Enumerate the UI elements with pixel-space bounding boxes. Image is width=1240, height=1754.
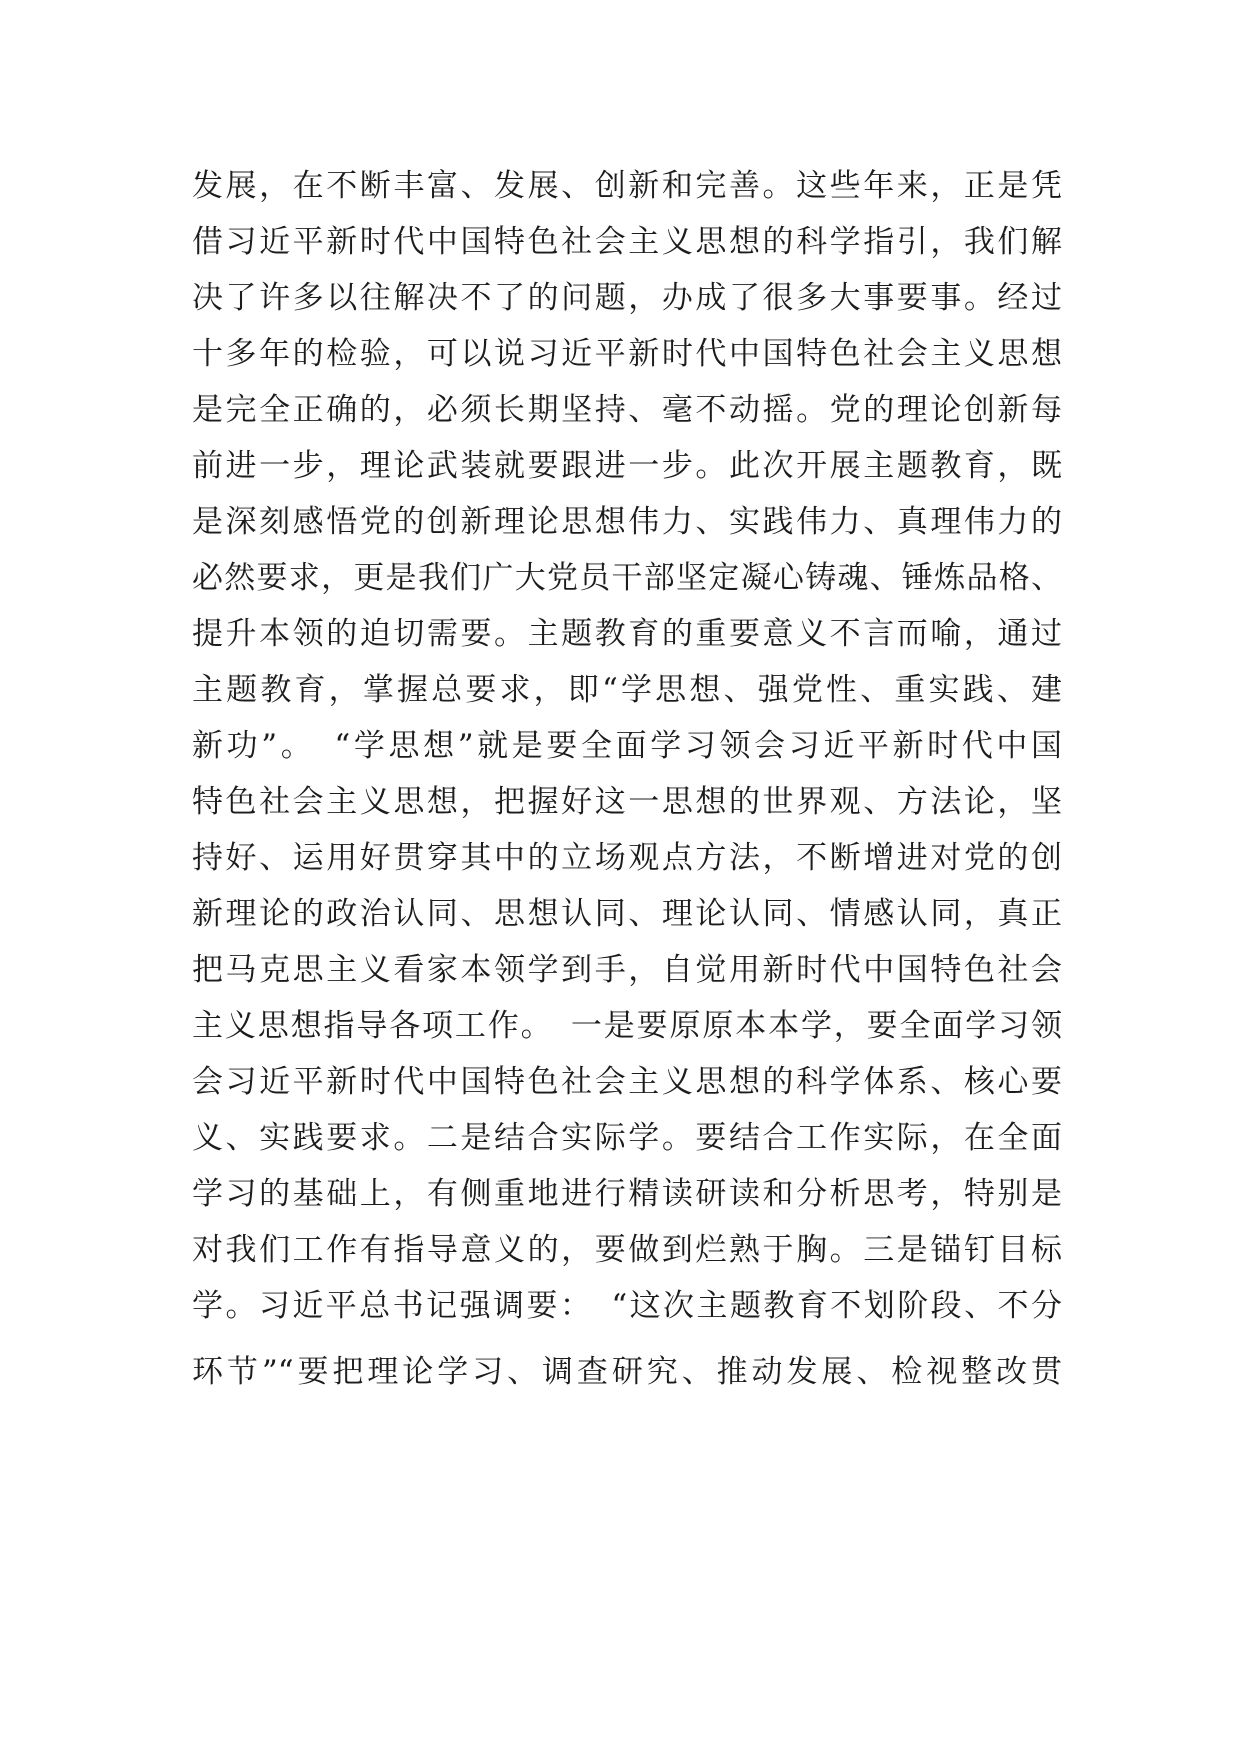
text-line: 主题教育，掌握总要求，即“学思想、强党性、重实践、建: [192, 672, 1062, 708]
text-line: 主义思想指导各项工作。 一是要原原本本学，要全面学习领: [192, 1008, 1062, 1044]
text-line: 特色社会主义思想，把握好这一思想的世界观、方法论，坚: [192, 784, 1062, 820]
text-line: 是深刻感悟党的创新理论思想伟力、实践伟力、真理伟力的: [192, 504, 1062, 540]
text-line: 持好、运用好贯穿其中的立场观点方法，不断增进对党的创: [192, 840, 1062, 876]
text-line: 借习近平新时代中国特色社会主义思想的科学指引，我们解: [192, 224, 1062, 260]
text-line: 新理论的政治认同、思想认同、理论认同、情感认同，真正: [192, 896, 1062, 932]
text-line: 前进一步，理论武装就要跟进一步。此次开展主题教育，既: [192, 448, 1062, 484]
text-line: 发展，在不断丰富、发展、创新和完善。这些年来，正是凭: [192, 168, 1062, 204]
text-line: 新功”。 “学思想”就是要全面学习领会习近平新时代中国: [192, 728, 1062, 764]
text-line: 义、实践要求。二是结合实际学。要结合工作实际，在全面: [192, 1120, 1062, 1156]
text-line: 十多年的检验，可以说习近平新时代中国特色社会主义思想: [192, 336, 1062, 372]
text-line: 会习近平新时代中国特色社会主义思想的科学体系、核心要: [192, 1064, 1062, 1100]
text-line: 提升本领的迫切需要。主题教育的重要意义不言而喻，通过: [192, 616, 1062, 652]
text-line: 把马克思主义看家本领学到手，自觉用新时代中国特色社会: [192, 952, 1062, 988]
text-line: 学。习近平总书记强调要： “这次主题教育不划阶段、不分: [192, 1288, 1062, 1324]
body-text: [192, 158, 1062, 1400]
text-line: 环节”“要把理论学习、调查研究、推动发展、检视整改贯: [192, 1354, 1062, 1390]
text-line: 学习的基础上，有侧重地进行精读研读和分析思考，特别是: [192, 1176, 1062, 1212]
text-line: 决了许多以往解决不了的问题，办成了很多大事要事。经过: [192, 280, 1062, 316]
text-line: 对我们工作有指导意义的，要做到烂熟于胸。三是锚钉目标: [192, 1232, 1062, 1268]
text-line: 必然要求，更是我们广大党员干部坚定凝心铸魂、锤炼品格、: [192, 560, 1062, 596]
text-line: 是完全正确的，必须长期坚持、毫不动摇。党的理论创新每: [192, 392, 1062, 428]
